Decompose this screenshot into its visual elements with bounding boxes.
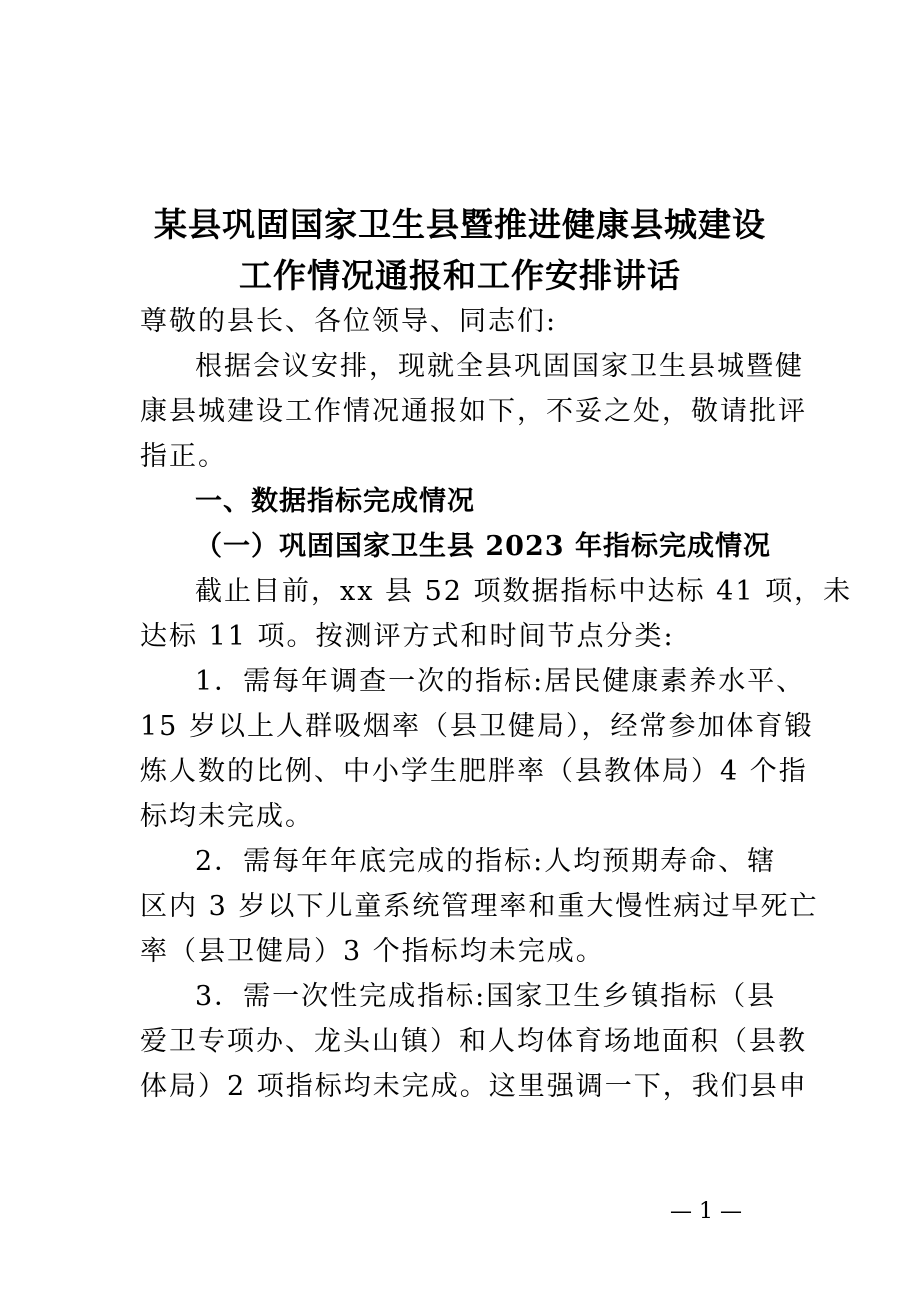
item-3-line-3: 体局）2 项指标均未完成。这里强调一下，我们县申 [140,1071,808,1102]
salutation: 尊敬的县长、各位领导、同志们: [140,306,558,337]
item-1-line-3: 炼人数的比例、中小学生肥胖率（县教体局）4 个指 [140,756,808,787]
item-3-line-1: 3．需一次性完成指标:国家卫生乡镇指标（县 [195,981,777,1012]
item-1-line-2: 15 岁以上人群吸烟率（县卫健局），经常参加体育锻 [140,711,814,742]
item-2-line-2: 区内 3 岁以下儿童系统管理率和重大慢性病过早死亡 [140,891,819,922]
item-3-line-2: 爱卫专项办、龙头山镇）和人均体育场地面积（县教 [140,1026,807,1057]
item-2-line-1: 2．需每年年底完成的指标:人均预期寿命、辖 [195,846,777,877]
item-2-line-3: 率（县卫健局）3 个指标均未完成。 [140,936,605,967]
subsection-1-heading: （一）巩固国家卫生县 2023 年指标完成情况 [195,531,771,562]
document-title-line-2: 工作情况通报和工作安排讲话 [239,256,681,295]
item-1-line-4: 标均未完成。 [140,801,314,832]
para-1-line-2: 达标 11 项。按测评方式和时间节点分类: [140,621,675,652]
page-number: — 1 — [670,1199,742,1224]
intro-line-2: 康县城建设工作情况通报如下，不妥之处，敬请批评 [140,396,807,427]
intro-line-1: 根据会议安排，现就全县巩固国家卫生县城暨健 [195,351,804,382]
document-title-line-1: 某县巩固国家卫生县暨推进健康县城建设 [154,205,766,244]
para-1-line-1: 截止目前，xx 县 52 项数据指标中达标 41 项，未 [195,576,853,607]
item-1-line-1: 1．需每年调查一次的指标:居民健康素养水平、 [195,666,806,697]
intro-line-3: 指正。 [140,441,227,472]
section-1-heading: 一、数据指标完成情况 [195,486,475,517]
